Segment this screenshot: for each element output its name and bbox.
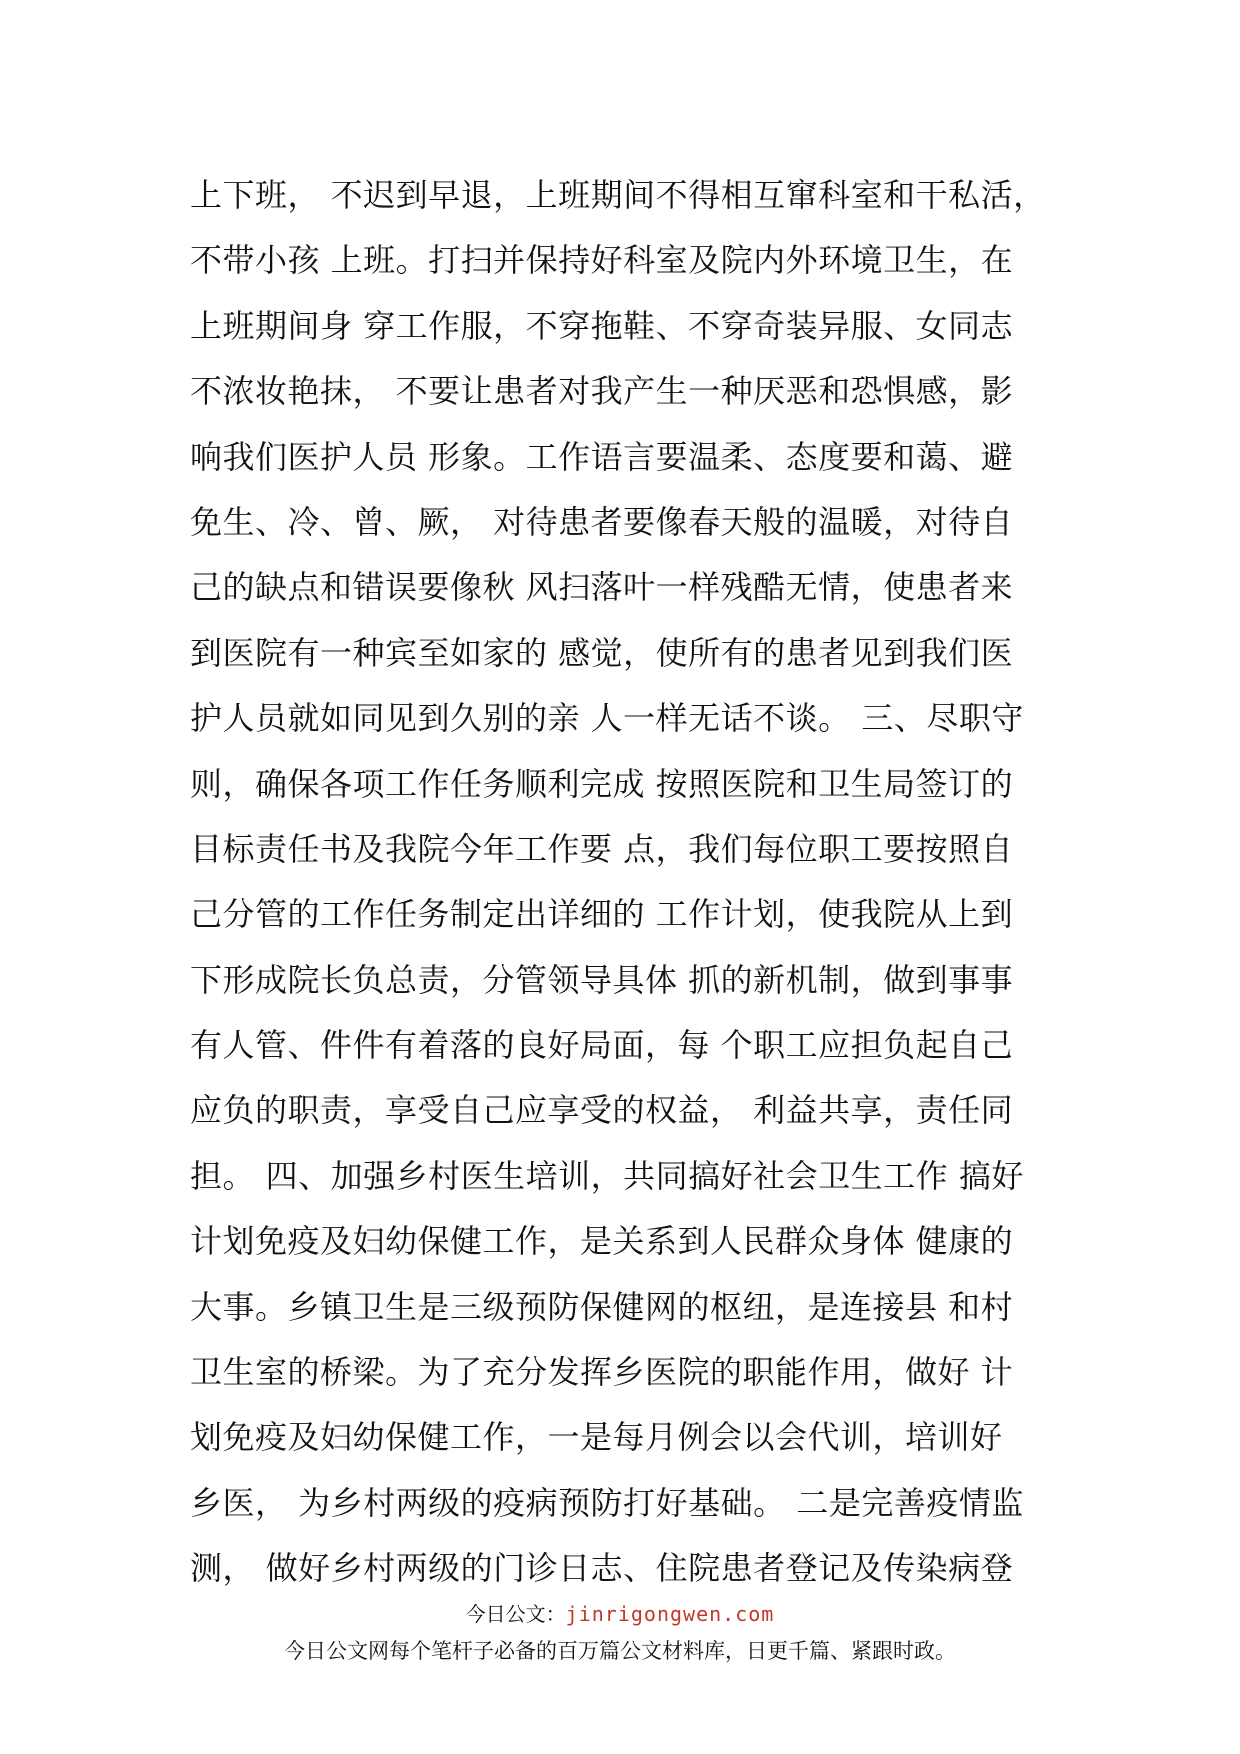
text-line: 不带小孩 上班。打扫并保持好科室及院内外环境卫生，在 — [190, 241, 1014, 280]
text-line: 上班期间身 穿工作服，不穿拖鞋、不穿奇装异服、女同志 — [190, 306, 1014, 345]
text-line: 卫生室的桥梁。为了充分发挥乡医院的职能作用，做好 计 — [190, 1353, 1014, 1392]
footer-slogan: 今日公文网每个笔杆子必备的百万篇公文材料库，日更千篇、紧跟时政。 — [284, 1639, 956, 1663]
footer-source-label: 今日公文： — [465, 1602, 566, 1626]
text-line: 己的缺点和错误要像秋 风扫落叶一样残酷无情，使患者来 — [190, 568, 1014, 607]
text-line: 不浓妆艳抹， 不要让患者对我产生一种厌恶和恐惧感，影 — [190, 372, 1014, 411]
text-line: 有人管、件件有着落的良好局面，每 个职工应担负起自己 — [190, 1026, 1014, 1065]
text-line: 担。 四、加强乡村医生培训，共同搞好社会卫生工作 搞好 — [190, 1156, 1024, 1195]
text-line: 乡医， 为乡村两级的疫病预防打好基础。 二是完善疫情监 — [190, 1483, 1024, 1522]
text-line: 护人员就如同见到久别的亲 人一样无话不谈。 三、尽职守 — [190, 699, 1024, 738]
text-line: 到医院有一种宾至如家的 感觉，使所有的患者见到我们医 — [190, 633, 1014, 672]
body-text — [190, 163, 1070, 1602]
text-line: 己分管的工作任务制定出详细的 工作计划，使我院从上到 — [190, 895, 1014, 934]
text-line: 测， 做好乡村两级的门诊日志、住院患者登记及传染病登 — [190, 1549, 1014, 1588]
text-line: 下形成院长负总责，分管领导具体 抓的新机制，做到事事 — [190, 960, 1014, 999]
footer-source-link[interactable]: jinrigongwen.com — [565, 1602, 775, 1626]
text-line: 大事。乡镇卫生是三级预防保健网的枢纽，是连接县 和村 — [190, 1287, 1014, 1326]
text-line: 则，确保各项工作任务顺利完成 按照医院和卫生局签订的 — [190, 764, 1014, 803]
text-line: 划免疫及妇幼保健工作，一是每月例会以会代训，培训好 — [190, 1418, 1003, 1457]
text-line: 上下班， 不迟到早退，上班期间不得相互窜科室和干私活， — [190, 176, 1046, 214]
text-line: 响我们医护人员 形象。工作语言要温柔、态度要和蔼、避 — [190, 437, 1014, 476]
text-line: 免生、冷、曾、厥， 对待患者要像春天般的温暖，对待自 — [190, 502, 1014, 541]
text-line: 目标责任书及我院今年工作要 点，我们每位职工要按照自 — [190, 829, 1014, 868]
text-line: 计划免疫及妇幼保健工作，是关系到人民群众身体 健康的 — [190, 1222, 1014, 1261]
text-line: 应负的职责，享受自己应享受的权益， 利益共享，责任同 — [190, 1091, 1014, 1130]
footer-source — [0, 1600, 1240, 1628]
